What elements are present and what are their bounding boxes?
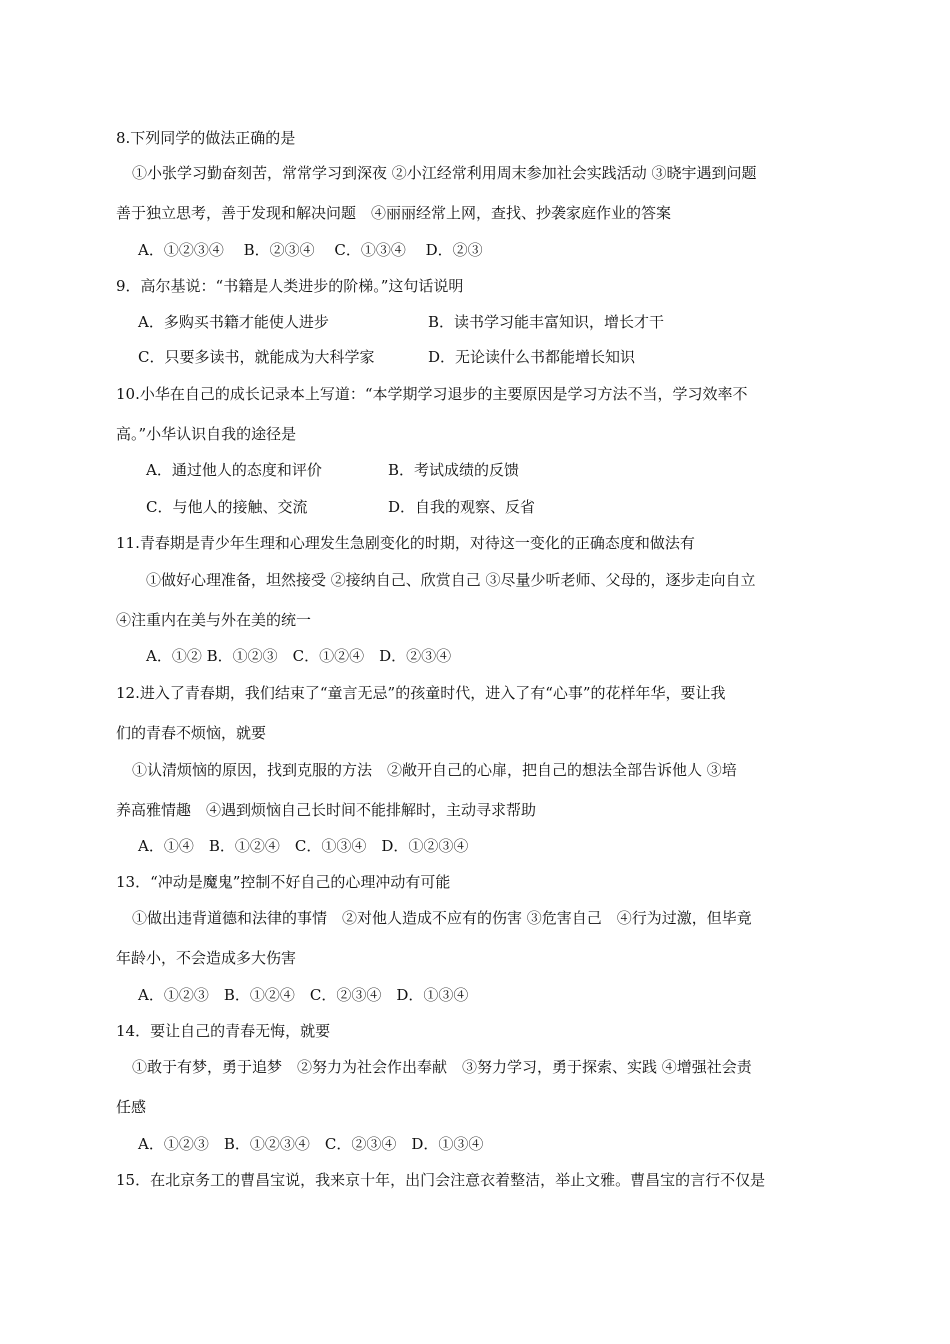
question-10-option-b: B．考试成绩的反馈	[388, 461, 520, 479]
question-10-option-a: A．通过他人的态度和评价	[146, 461, 322, 479]
question-8-statements-line-1: ①小张学习勤奋刻苦，常常学习到深夜 ②小江经常利用周末参加社会实践活动 ③晓宇遇到问题	[132, 164, 757, 182]
question-13-statements-line-1: ①做出违背道德和法律的事情 ②对他人造成不应有的伤害 ③危害自己 ④行为过激，但毕竟	[132, 909, 752, 927]
question-14-stem: 14．要让自己的青春无悔，就要	[116, 1022, 331, 1040]
question-9-option-b: B．读书学习能丰富知识，增长才干	[428, 313, 665, 331]
question-11-statements-line-1: ①做好心理准备，坦然接受 ②接纳自己、欣赏自己 ③尽量少听老师、父母的，逐步走向自立	[146, 571, 756, 589]
question-14-statements-line-1: ①敢于有梦，勇于追梦 ②努力为社会作出奉献 ③努力学习，勇于探索、实践 ④增强社会责	[132, 1058, 752, 1076]
question-13-stem: 13．“冲动是魔鬼”控制不好自己的心理冲动有可能	[116, 873, 451, 891]
question-10-stem-cont: 高。”小华认识自我的途径是	[116, 425, 297, 443]
question-15-stem: 15．在北京务工的曹昌宝说，我来京十年，出门会注意衣着整洁，举止文雅。曹昌宝的言行不仅是	[116, 1171, 766, 1189]
question-9-option-d: D．无论读什么书都能增长知识	[428, 348, 636, 366]
question-12-stem: 12.进入了青春期，我们结束了“童言无忌”的孩童时代，进入了有“心事”的花样年华，要让我	[116, 684, 726, 702]
question-14-statements-line-2: 任感	[116, 1098, 147, 1116]
question-12-options: A．①④ B．①②④ C．①③④ D．①②③④	[138, 837, 469, 855]
question-12-stem-cont: 们的青春不烦恼，就要	[116, 724, 267, 742]
question-11-statements-line-2: ④注重内在美与外在美的统一	[116, 611, 312, 629]
question-9-stem: 9．高尔基说：“书籍是人类进步的阶梯。”这句话说明	[116, 277, 464, 295]
question-9-option-a: A．多购买书籍才能使人进步	[138, 313, 329, 331]
question-8-options: A．①②③④ B．②③④ C．①③④ D．②③	[138, 241, 483, 259]
question-8-stem: 8.下列同学的做法正确的是	[116, 129, 296, 147]
question-14-options: A．①②③ B．①②③④ C．②③④ D．①③④	[138, 1135, 484, 1153]
question-10-option-d: D．自我的观察、反省	[388, 498, 536, 516]
question-11-options: A．①② B．①②③ C．①②④ D．②③④	[146, 647, 452, 665]
question-8-statements-line-2: 善于独立思考，善于发现和解决问题 ④丽丽经常上网，查找、抄袭家庭作业的答案	[116, 204, 672, 222]
question-12-statements-line-1: ①认清烦恼的原因，找到克服的方法 ②敞开自己的心扉，把自己的想法全部告诉他人 ③培	[132, 761, 737, 779]
question-13-statements-line-2: 年龄小，不会造成多大伤害	[116, 949, 297, 967]
question-10-option-c: C．与他人的接触、交流	[146, 498, 308, 516]
question-9-option-c: C．只要多读书，就能成为大科学家	[138, 348, 375, 366]
question-13-options: A．①②③ B．①②④ C．②③④ D．①③④	[138, 986, 469, 1004]
question-12-statements-line-2: 养高雅情趣 ④遇到烦恼自己长时间不能排解时，主动寻求帮助	[116, 801, 537, 819]
question-11-stem: 11.青春期是青少年生理和心理发生急剧变化的时期，对待这一变化的正确态度和做法有	[116, 534, 695, 552]
question-10-stem: 10.小华在自己的成长记录本上写道：“本学期学习退步的主要原因是学习方法不当，学习效率不	[116, 385, 748, 403]
